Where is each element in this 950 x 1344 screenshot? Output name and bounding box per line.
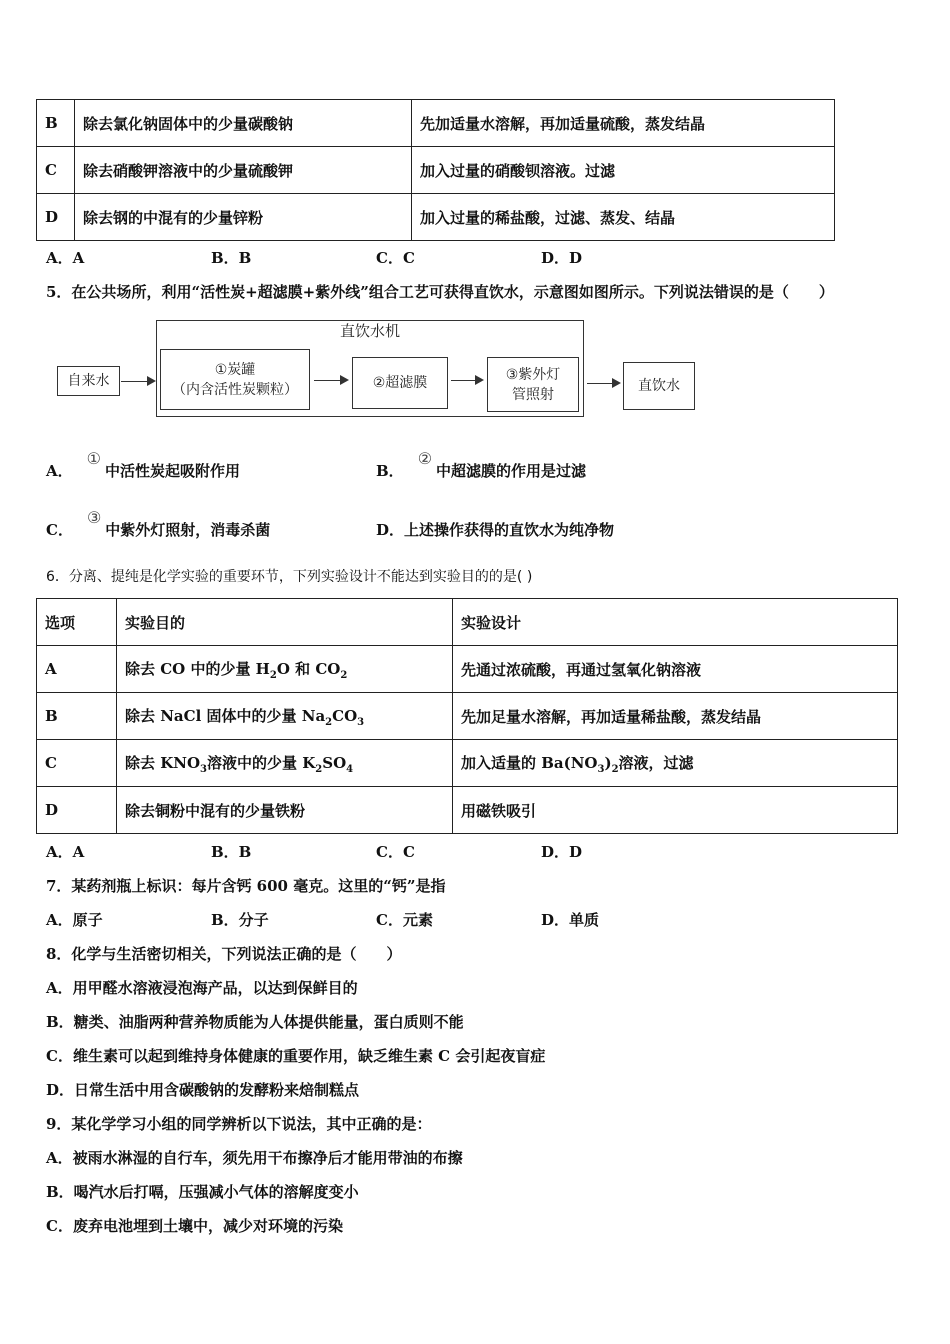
- q6-option-b: B．B: [211, 843, 252, 861]
- experiment-purpose: 除去硝酸钾溶液中的少量硫酸钾: [75, 147, 412, 194]
- experiment-purpose: 除去 NaCl 固体中的少量 $Na_2CO_3$: [117, 693, 453, 740]
- table-row: [37, 646, 898, 693]
- experiment-design: 先加足量水溶解，再加适量稀盐酸，蒸发结晶: [453, 693, 898, 740]
- q6-stem: 6．分离、提纯是化学实验的重要环节，下列实验设计不能达到实验目的的是( ): [46, 569, 533, 585]
- circled-one-mark: ①: [86, 449, 101, 468]
- drinking-water-box: 直饮水: [623, 362, 695, 410]
- q8-option-b: B．糖类、油脂两种营养物质能为人体提供能量，蛋白质则不能: [46, 1013, 464, 1031]
- arrow-icon: [451, 380, 482, 381]
- option-prefix: A．: [46, 462, 73, 480]
- circled-three-mark: ③: [86, 508, 102, 527]
- row-label: A: [37, 646, 117, 693]
- tap-water-box: 自来水: [57, 366, 120, 396]
- uv-lamp-title: ③紫外灯: [505, 366, 561, 383]
- experiment-purpose: 除去铜粉中混有的少量铁粉: [117, 787, 453, 834]
- q6-option-c: C．C: [376, 843, 415, 861]
- table-row: [37, 147, 835, 194]
- q9-option-b: B．喝汽水后打嗝，压强减小气体的溶解度变小: [46, 1183, 359, 1201]
- table-header-row: [37, 599, 898, 646]
- arrow-icon: [314, 380, 347, 381]
- q4-table: [36, 99, 835, 241]
- q9-option-a: A．被雨水淋湿的自行车，须先用干布擦净后才能用带油的布擦: [46, 1149, 463, 1167]
- q4-option-d: D．D: [541, 249, 583, 267]
- arrow-icon: [587, 383, 619, 384]
- experiment-design: 加入适量的 $Ba(NO_3)_2$溶液，过滤: [453, 740, 898, 787]
- q8-option-d: D．日常生活中用含碳酸钠的发酵粉来焙制糕点: [46, 1081, 360, 1099]
- carbon-tank-box: [160, 349, 310, 410]
- header-design: 实验设计: [453, 599, 898, 646]
- experiment-design: 用磁铁吸引: [453, 787, 898, 834]
- experiment-purpose: 除去氯化钠固体中的少量碳酸钠: [75, 100, 412, 147]
- option-text: 中活性炭起吸附作用: [104, 462, 240, 480]
- table-row: [37, 100, 835, 147]
- q5-stem: 5．在公共场所，利用“活性炭+超滤膜+紫外线”组合工艺可获得直饮水，示意图如图所示。下列说法错误的是（ ）: [46, 283, 834, 301]
- experiment-design: 加入过量的稀盐酸，过滤、蒸发、结晶: [412, 194, 835, 241]
- row-label: C: [37, 740, 117, 787]
- carbon-tank-note: （内含活性炭颗粒）: [172, 381, 298, 398]
- table-row: [37, 740, 898, 787]
- option-prefix: B．: [376, 462, 404, 480]
- row-label: C: [37, 147, 75, 194]
- q9-stem: 9．某化学学习小组的同学辨析以下说法，其中正确的是：: [46, 1115, 432, 1133]
- carbon-tank-title: ①炭罐: [214, 361, 256, 378]
- q6-option-a: A．A: [46, 843, 85, 861]
- experiment-design: 先通过浓硫酸，再通过氢氧化钠溶液: [453, 646, 898, 693]
- q6-table: [36, 598, 898, 834]
- q7-option-a: A．原子: [46, 911, 103, 929]
- q8-option-a: A．用甲醛水溶液浸泡海产品，以达到保鲜目的: [46, 979, 358, 997]
- row-label: B: [37, 100, 75, 147]
- option-prefix: D．: [376, 521, 405, 539]
- q9-option-c: C．废弃电池埋到土壤中，减少对环境的污染: [46, 1217, 343, 1235]
- machine-title: 直饮水机: [339, 322, 400, 340]
- q7-option-b: B．分子: [211, 911, 269, 929]
- q6-option-d: D．D: [541, 843, 583, 861]
- row-label: D: [37, 194, 75, 241]
- table-row: [37, 787, 898, 834]
- uv-lamp-note: 管照射: [512, 386, 554, 403]
- arrow-icon: [121, 381, 154, 382]
- table-row: [37, 693, 898, 740]
- table-row: [37, 194, 835, 241]
- q5-option-c: [46, 508, 271, 540]
- q4-option-c: C．C: [376, 249, 415, 267]
- ultrafiltration-box: ②超滤膜: [352, 357, 448, 409]
- option-text: 中紫外灯照射，消毒杀菌: [105, 521, 271, 539]
- q8-option-c: C．维生素可以起到维持身体健康的重要作用，缺乏维生素 C 会引起夜盲症: [46, 1047, 546, 1065]
- experiment-purpose: 除去 $KNO_3$溶液中的少量 $K_2SO_4$: [117, 740, 453, 787]
- uv-lamp-box: [487, 357, 579, 412]
- q7-stem: 7．某药剂瓶上标识：每片含钙 600 毫克。这里的“钙”是指: [46, 877, 446, 895]
- experiment-purpose: 除去钢的中混有的少量锌粉: [75, 194, 412, 241]
- row-label: B: [37, 693, 117, 740]
- option-text: 上述操作获得的直饮水为纯净物: [404, 521, 615, 539]
- experiment-design: 先加适量水溶解，再加适量硫酸，蒸发结晶: [412, 100, 835, 147]
- q4-option-b: B．B: [211, 249, 252, 267]
- header-option: 选项: [37, 599, 117, 646]
- option-prefix: C．: [46, 521, 73, 539]
- q8-stem: 8．化学与生活密切相关，下列说法正确的是（ ）: [46, 945, 402, 963]
- q5-option-a: [46, 449, 240, 481]
- q5-option-d: [376, 519, 614, 540]
- experiment-design: 加入过量的硝酸钡溶液。过滤: [412, 147, 835, 194]
- experiment-purpose: 除去 CO 中的少量 $H_2O$ 和 $CO_2$: [117, 646, 453, 693]
- q7-option-c: C．元素: [376, 911, 433, 929]
- q4-option-a: A．A: [46, 249, 85, 267]
- circled-two-mark: ②: [417, 449, 433, 468]
- q5-option-b: [376, 449, 587, 481]
- q7-option-d: D．单质: [541, 911, 600, 929]
- row-label: D: [37, 787, 117, 834]
- header-purpose: 实验目的: [117, 599, 453, 646]
- option-text: 中超滤膜的作用是过滤: [436, 462, 587, 480]
